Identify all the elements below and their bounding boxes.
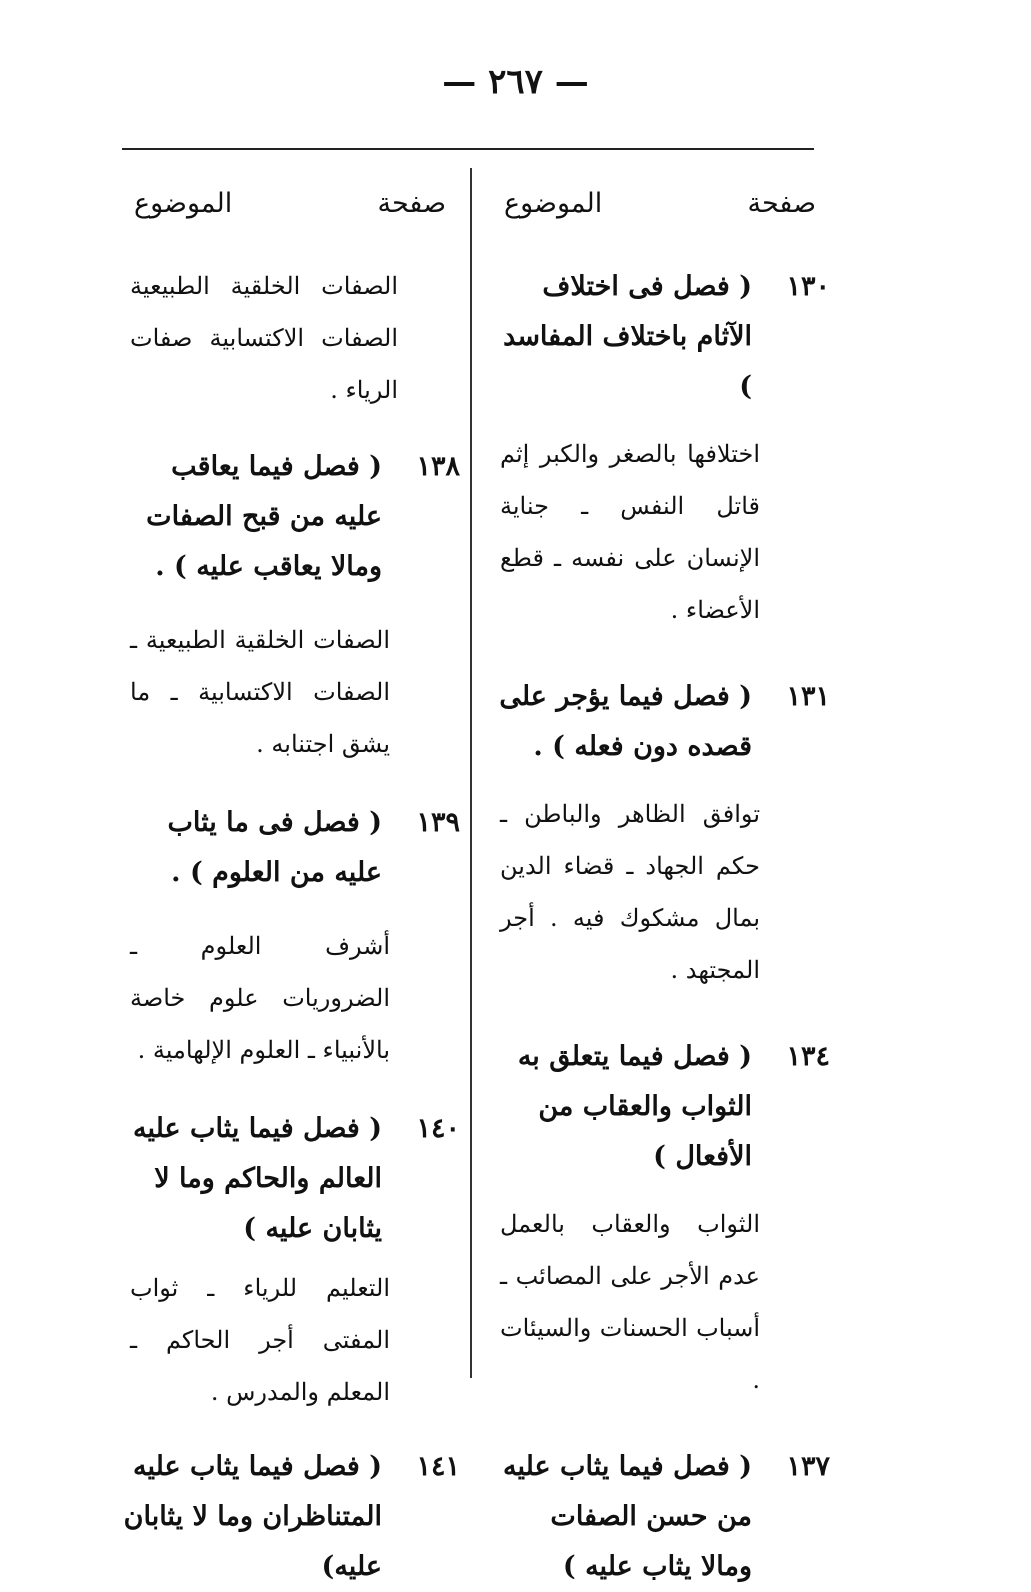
entry-title [490, 672, 830, 772]
toc-entry-130 [490, 262, 830, 636]
entry-subtopics: أشرف العلوم ـ الضروريات علوم خاصة بالأنبياء ـ العلوم الإلهامية . [130, 932, 390, 1064]
header-page-label: صفحة [377, 188, 446, 219]
entry-title [490, 262, 830, 412]
toc-entry-140 [120, 1104, 460, 1418]
entry-page-number: ١٣٧ [786, 1451, 830, 1482]
entry-title-text: ( فصل فيما يتعلق به الثواب والعقاب من الأفعال ) [517, 1041, 752, 1172]
toc-entry-137 [490, 1442, 830, 1592]
entry-subtopics: اختلافها بالصغر والكبر إثم قاتل النفس ـ جناية الإنسان على نفسه ـ قطع الأعضاء . [500, 440, 760, 624]
entry-title [120, 1104, 460, 1254]
entry-page-number: ١٣٠ [786, 271, 830, 302]
top-rule [122, 148, 814, 150]
entry-title [120, 798, 460, 898]
entry-title-text: ( فصل فيما يؤجر على قصده دون فعله ) . [499, 681, 752, 762]
entry-title [490, 1032, 830, 1182]
entry-page-number: ١٤٠ [416, 1113, 460, 1144]
right-column [490, 188, 830, 1592]
entry-title [120, 1442, 460, 1592]
toc-entry-141 [120, 1442, 460, 1592]
header-page-label: صفحة [747, 188, 816, 219]
toc-entry-139 [120, 798, 460, 1076]
entry-page-number: ١٤١ [416, 1451, 460, 1482]
entry-subtopics: الصفات الخلقية الطبيعية ـ الصفات الاكتسابية ـ ما يشق اجتنابه . [130, 626, 390, 758]
toc-entry-134 [490, 1032, 830, 1406]
entry-title-text: ( فصل فيما يثاب عليه العالم والحاكم وما لا يثابان عليه ) [132, 1113, 382, 1244]
entry-subtopics: توافق الظاهر والباطن ـ حكم الجهاد ـ قضاء الدين بمال مشكوك فيه . أجر المجتهد . [500, 800, 760, 984]
entry-page-number: ١٣٤ [786, 1041, 830, 1072]
entry-title-text: ( فصل فيما يعاقب عليه من قبح الصفات ومالا يعاقب عليه ) . [146, 451, 382, 582]
right-column-header [490, 188, 830, 248]
column-divider [470, 168, 472, 1378]
entry-title [490, 1442, 830, 1592]
entry-subtopics: الثواب والعقاب بالعمل عدم الأجر على المصائب ـ أسباب الحسنات والسيئات . [500, 1210, 760, 1394]
toc-entry-138 [120, 442, 460, 770]
entry-title-text: ( فصل فى اختلاف الآثام باختلاف المفاسد ) [503, 271, 752, 402]
entry-title [120, 442, 460, 592]
continued-subtopics: الصفات الخلقية الطبيعية الصفات الاكتسابية صفات الرياء . [130, 272, 398, 404]
entry-title-text: ( فصل فى ما يثاب عليه من العلوم ) . [167, 807, 382, 888]
toc-entry-131 [490, 672, 830, 996]
left-column-header [120, 188, 460, 248]
page-number: — ٢٦٧ — [442, 62, 589, 102]
entry-title-text: ( فصل فيما يثاب عليه المتناظران وما لا يثابان عليه) [123, 1451, 382, 1582]
entry-page-number: ١٣٩ [416, 807, 460, 838]
entry-title-text: ( فصل فيما يثاب عليه من حسن الصفات ومالا يثاب عليه ) [502, 1451, 752, 1582]
header-topic-label: الموضوع [504, 188, 603, 219]
header-topic-label: الموضوع [134, 188, 233, 219]
left-column [120, 188, 460, 1592]
entry-page-number: ١٣٨ [416, 451, 460, 482]
entry-page-number: ١٣١ [786, 681, 830, 712]
entry-subtopics: التعليم للرياء ـ ثواب المفتى أجر الحاكم ـ المعلم والمدرس . [130, 1274, 390, 1406]
